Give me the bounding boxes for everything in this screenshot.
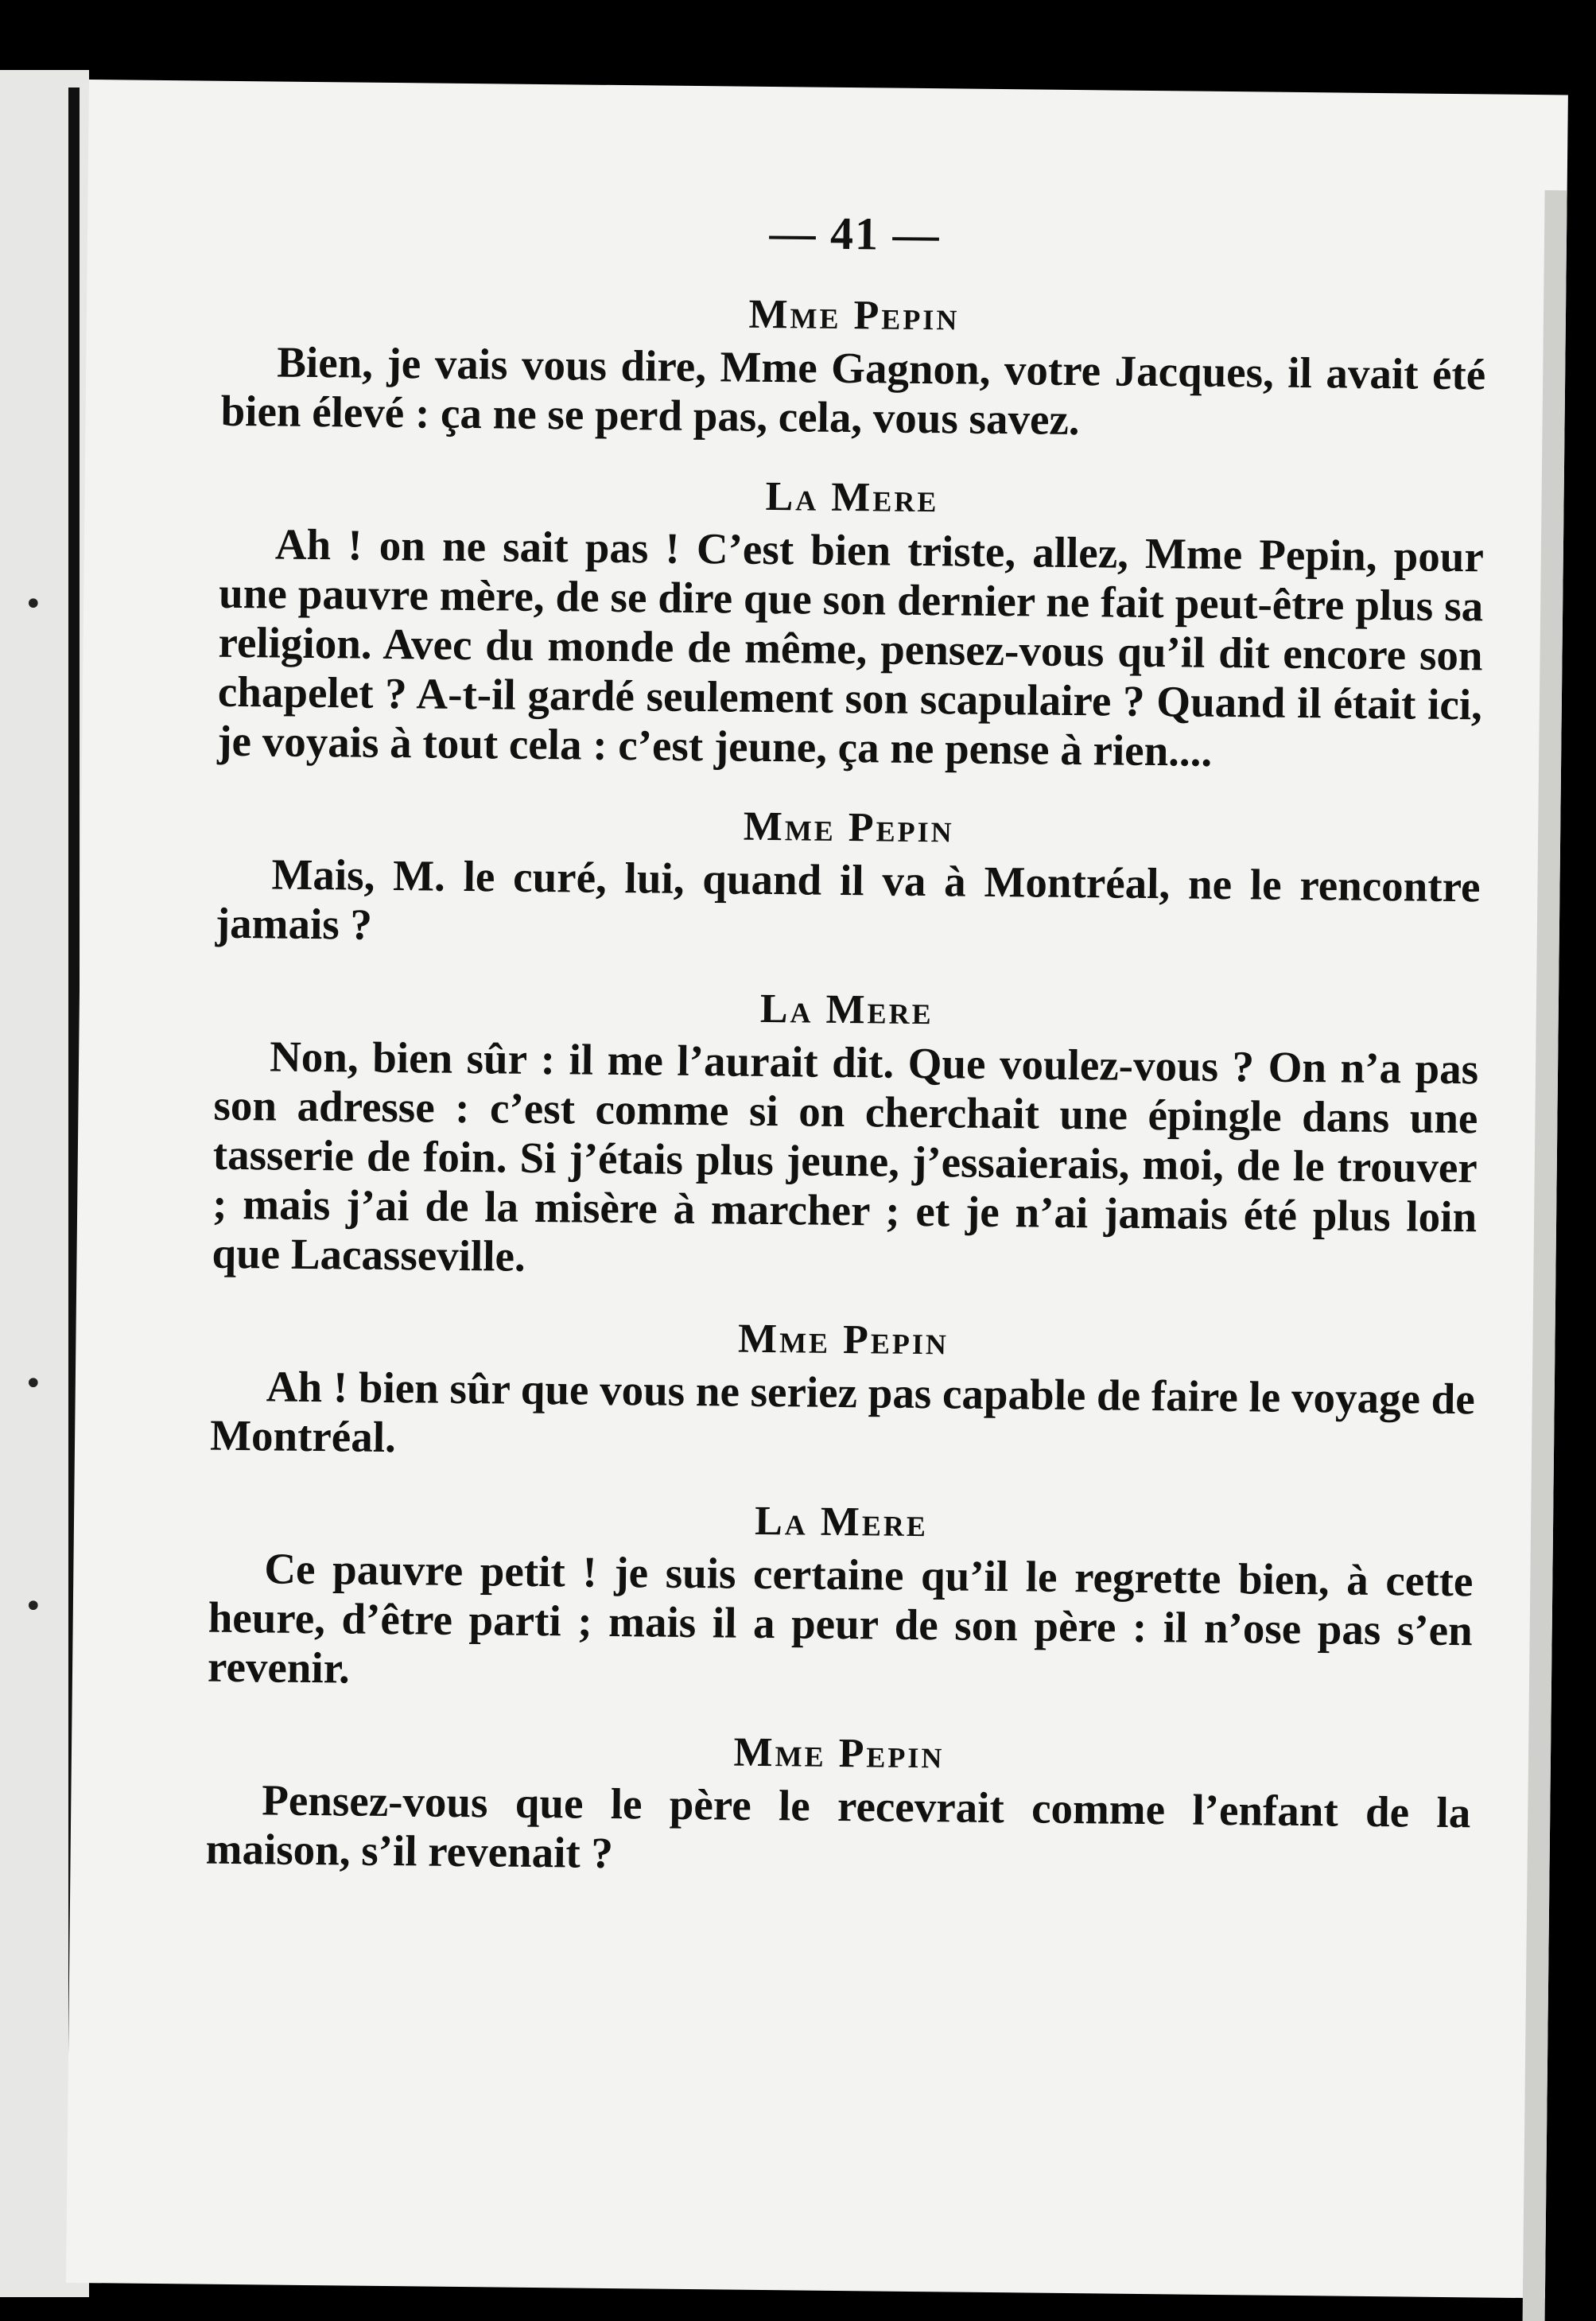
binding-hole-mark: • bbox=[24, 586, 43, 623]
speech-paragraph: Mais, M. le curé, lui, quand il va à Montréal, ne le rencontre jamais ? bbox=[215, 849, 1481, 949]
binding-hole-mark: • bbox=[24, 1588, 43, 1625]
speaker-name: Mme Pepin bbox=[743, 803, 954, 852]
speaker-name: Mme Pepin bbox=[733, 1729, 945, 1778]
speaker-name: Mme Pepin bbox=[748, 291, 960, 340]
speech-paragraph: Ah ! on ne sait pas ! C’est bien triste, allez, Mme Pepin, pour une pauvre mère, de se dire que son dernier ne fait peut-être plus sa religion. Avec du monde de même, pensez-vous qu’il dit encore son chapelet ? A-t-il gardé seulement son scapulaire ? Quand il était ici, je voyais à tout cela : c’est jeune, ça ne pense à rien.... bbox=[216, 519, 1485, 776]
dialogue-block bbox=[210, 1310, 1476, 1474]
dialogue-block bbox=[216, 798, 1481, 962]
dialogue-block bbox=[208, 1492, 1474, 1705]
speech-paragraph: Non, bien sûr : il me l’aurait dit. Que voulez-vous ? On n’a pas son adresse : c’est comme si on cherchait une épingle dans une tasserie de foin. Si j’étais plus jeune, j’essaierais, moi, de le trouver ; mais j’ai de la misère à marcher ; et je n’ai jamais été plus loin que Lacasseville. bbox=[212, 1032, 1479, 1281]
speech-paragraph: Ce pauvre petit ! je suis certaine qu’il le regrette bien, à cette heure, d’être parti ; mais il a peur de son père : il n’ose pas s’en revenir. bbox=[207, 1544, 1474, 1693]
binding-hole-mark: • bbox=[24, 1366, 43, 1402]
speaker-name: La Mere bbox=[754, 1498, 929, 1546]
page-number: — 41 — bbox=[769, 206, 941, 261]
page-right-edge bbox=[1522, 190, 1567, 2321]
speaker-name: Mme Pepin bbox=[737, 1316, 949, 1364]
speaker-name: La Mere bbox=[765, 473, 939, 522]
dialogue-block bbox=[205, 1724, 1471, 1888]
speech-paragraph: Ah ! bien sûr que vous ne seriez pas capable de faire le voyage de Montréal. bbox=[209, 1362, 1476, 1462]
dialogue-block bbox=[220, 286, 1486, 449]
page-text bbox=[205, 200, 1487, 1919]
speaker-name: La Mere bbox=[759, 986, 934, 1034]
speech-paragraph: Pensez-vous que le père le recevrait comme l’enfant de la maison, s’il revenait ? bbox=[205, 1775, 1471, 1878]
speech-paragraph: Bien, je vais vous dire, Mme Gagnon, votre Jacques, il avait été bien élevé : ça ne se perd pas, cela, vous savez. bbox=[220, 337, 1486, 445]
page-sheet bbox=[66, 80, 1568, 2298]
dialogue-block bbox=[212, 980, 1479, 1292]
dialogue-block bbox=[217, 468, 1485, 779]
